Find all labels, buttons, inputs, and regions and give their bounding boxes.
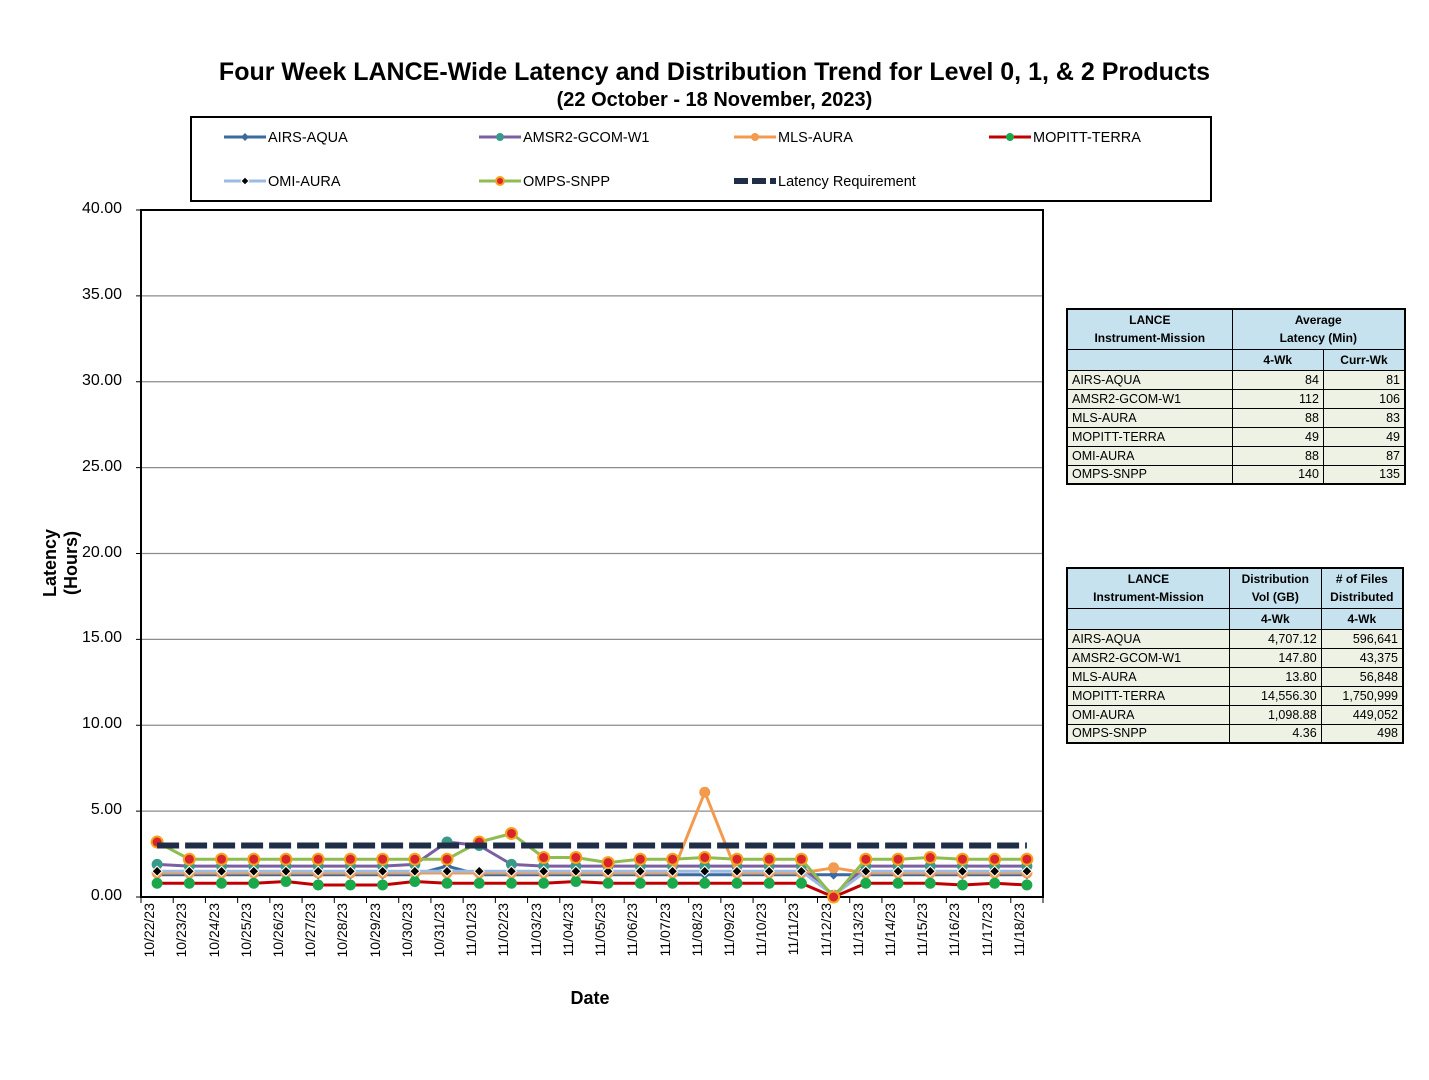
distribution-table-row <box>1067 629 1403 648</box>
dist-header-files <box>1321 568 1403 608</box>
dist-cell-instrument: OMI-AURA <box>1067 705 1229 724</box>
chart-subtitle: (22 October - 18 November, 2023) <box>556 89 873 111</box>
data-point <box>506 828 517 839</box>
x-tick-label: 11/17/23 <box>978 903 995 957</box>
x-tick-label: 11/01/23 <box>463 903 480 957</box>
lat-header-average <box>1232 309 1405 349</box>
distribution-table-body <box>1067 629 1403 743</box>
lat-cell-instrument: AMSR2-GCOM-W1 <box>1067 389 1232 408</box>
lat-cell-currwk: 49 <box>1323 427 1405 446</box>
x-tick-label: 10/31/23 <box>431 903 448 958</box>
latency-table <box>1066 308 1406 485</box>
data-point <box>1021 854 1032 865</box>
y-tick-label: 20.00 <box>81 543 122 561</box>
data-point <box>796 878 807 889</box>
x-tick-label: 10/30/23 <box>398 903 415 958</box>
data-point <box>699 878 710 889</box>
dist-cell-files: 449,052 <box>1321 705 1403 724</box>
data-point <box>506 878 517 889</box>
lat-cell-currwk: 135 <box>1323 465 1405 484</box>
distribution-table <box>1066 567 1404 744</box>
lat-header-instrument <box>1067 309 1232 349</box>
data-point <box>764 878 775 889</box>
data-point <box>248 878 259 889</box>
dist-cell-instrument: AMSR2-GCOM-W1 <box>1067 648 1229 667</box>
dist-header-files-line1: # of Files <box>1335 572 1388 587</box>
x-tick-label: 11/16/23 <box>946 903 963 957</box>
data-point <box>603 878 614 889</box>
x-tick-label: 11/09/23 <box>720 903 737 957</box>
y-tick-label: 10.00 <box>81 715 122 733</box>
y-axis-label: Latency (Hours) <box>40 528 81 598</box>
data-point <box>667 878 678 889</box>
x-tick-label: 10/27/23 <box>302 903 319 958</box>
y-tick-label: 35.00 <box>81 285 122 303</box>
data-point <box>764 854 775 865</box>
data-point <box>313 854 324 865</box>
lat-cell-4wk: 88 <box>1232 446 1323 465</box>
data-point <box>442 854 453 865</box>
lat-cell-currwk: 83 <box>1323 408 1405 427</box>
dist-header-vol-4wk: 4-Wk <box>1229 608 1321 629</box>
x-tick-label: 11/02/23 <box>495 903 512 957</box>
y-tick-label: 5.00 <box>90 801 122 819</box>
y-tick-label: 40.00 <box>81 200 122 217</box>
data-point <box>248 854 259 865</box>
x-axis-label: Date <box>570 988 610 1008</box>
lat-cell-4wk: 49 <box>1232 427 1323 446</box>
x-tick-label: 11/06/23 <box>624 903 641 957</box>
data-point <box>635 878 646 889</box>
lat-header-instrument-line1: LANCE <box>1129 313 1171 328</box>
x-tick-label: 11/05/23 <box>592 903 609 957</box>
y-tick-label: 30.00 <box>81 371 122 389</box>
dist-cell-instrument: AIRS-AQUA <box>1067 629 1229 648</box>
data-point <box>731 854 742 865</box>
legend-label: Latency Requirement <box>778 174 916 190</box>
latency-table-row <box>1067 446 1405 465</box>
latency-table-body <box>1067 370 1405 484</box>
dist-cell-volume: 147.80 <box>1229 648 1321 667</box>
lat-cell-4wk: 88 <box>1232 408 1323 427</box>
dist-cell-files: 498 <box>1321 724 1403 743</box>
y-tick-label: 15.00 <box>81 629 122 647</box>
data-point <box>957 879 968 890</box>
lat-header-average-line2: Latency (Min) <box>1279 331 1357 346</box>
x-tick-label: 10/23/23 <box>173 903 190 958</box>
dist-header-volume-line1: Distribution <box>1241 572 1309 587</box>
x-tick-label: 10/28/23 <box>334 903 351 958</box>
latency-table-row <box>1067 427 1405 446</box>
dist-cell-files: 43,375 <box>1321 648 1403 667</box>
data-point <box>828 862 839 873</box>
data-point <box>345 879 356 890</box>
x-tick-label: 11/08/23 <box>688 903 705 957</box>
data-point <box>538 878 549 889</box>
x-tick-label: 11/12/23 <box>817 903 834 957</box>
lat-cell-4wk: 84 <box>1232 370 1323 389</box>
x-tick-label: 11/03/23 <box>527 903 544 957</box>
data-point <box>989 878 1000 889</box>
lat-cell-currwk: 87 <box>1323 446 1405 465</box>
data-point <box>377 854 388 865</box>
data-point <box>860 854 871 865</box>
x-tick-label: 10/26/23 <box>269 903 286 958</box>
legend-label: MLS-AURA <box>778 130 853 146</box>
legend-label: MOPITT-TERRA <box>1033 130 1141 146</box>
data-point <box>538 852 549 863</box>
x-tick-label: 10/25/23 <box>237 903 254 958</box>
x-tick-label: 11/07/23 <box>656 903 673 957</box>
data-point <box>989 854 1000 865</box>
dist-cell-volume: 13.80 <box>1229 667 1321 686</box>
dist-header-instrument-line2: Instrument-Mission <box>1093 590 1204 605</box>
dist-header-instrument <box>1067 568 1229 608</box>
data-point <box>345 854 356 865</box>
data-point <box>409 876 420 887</box>
data-point <box>570 852 581 863</box>
data-point <box>635 854 646 865</box>
latency-table-row <box>1067 465 1405 484</box>
x-tick-label: 11/15/23 <box>914 903 931 957</box>
dist-cell-files: 1,750,999 <box>1321 686 1403 705</box>
dist-cell-instrument: MLS-AURA <box>1067 667 1229 686</box>
distribution-table-row <box>1067 667 1403 686</box>
legend-label: OMPS-SNPP <box>523 174 611 190</box>
dist-cell-volume: 14,556.30 <box>1229 686 1321 705</box>
lat-header-currwk: Curr-Wk <box>1323 349 1405 370</box>
lat-cell-currwk: 106 <box>1323 389 1405 408</box>
data-point <box>828 892 839 903</box>
dist-header-instrument-line1: LANCE <box>1127 572 1170 587</box>
data-point <box>216 878 227 889</box>
lat-header-blank <box>1067 349 1232 370</box>
data-point <box>893 854 904 865</box>
data-point <box>377 879 388 890</box>
chart-title: Four Week LANCE-Wide Latency and Distribution Trend for Level 0, 1, & 2 Products <box>218 58 1211 86</box>
x-tick-label: 11/10/23 <box>753 903 770 957</box>
latency-table-row <box>1067 408 1405 427</box>
data-point <box>409 854 420 865</box>
lat-header-average-line1: Average <box>1294 313 1342 328</box>
data-point <box>925 878 936 889</box>
legend-label: OMI-AURA <box>268 174 341 190</box>
data-point <box>474 878 485 889</box>
lat-cell-instrument: MLS-AURA <box>1067 408 1232 427</box>
dist-cell-instrument: MOPITT-TERRA <box>1067 686 1229 705</box>
latency-table-row <box>1067 370 1405 389</box>
dist-cell-volume: 1,098.88 <box>1229 705 1321 724</box>
lat-cell-4wk: 112 <box>1232 389 1323 408</box>
data-point <box>1021 879 1032 890</box>
data-point <box>570 876 581 887</box>
dist-header-volume <box>1229 568 1321 608</box>
lat-cell-instrument: OMI-AURA <box>1067 446 1232 465</box>
lat-cell-4wk: 140 <box>1232 465 1323 484</box>
dist-header-files-line2: Distributed <box>1330 590 1394 605</box>
data-point <box>796 854 807 865</box>
distribution-table-row <box>1067 705 1403 724</box>
data-point <box>280 854 291 865</box>
dist-cell-volume: 4,707.12 <box>1229 629 1321 648</box>
dist-cell-instrument: OMPS-SNPP <box>1067 724 1229 743</box>
dist-header-blank <box>1067 608 1229 629</box>
x-tick-label: 11/13/23 <box>849 903 866 957</box>
data-point <box>442 878 453 889</box>
x-tick-label: 11/18/23 <box>1010 903 1027 957</box>
lat-cell-currwk: 81 <box>1323 370 1405 389</box>
data-point <box>699 852 710 863</box>
data-point <box>860 878 871 889</box>
data-point <box>603 857 614 868</box>
lat-cell-instrument: OMPS-SNPP <box>1067 465 1232 484</box>
lat-header-instrument-line2: Instrument-Mission <box>1094 331 1206 346</box>
data-point <box>925 852 936 863</box>
x-tick-label: 10/29/23 <box>366 903 383 958</box>
dist-cell-volume: 4.36 <box>1229 724 1321 743</box>
data-point <box>731 878 742 889</box>
lat-header-4wk: 4-Wk <box>1232 349 1323 370</box>
data-point <box>893 878 904 889</box>
y-tick-label: 0.00 <box>90 887 122 904</box>
lat-cell-instrument: MOPITT-TERRA <box>1067 427 1232 446</box>
data-point <box>667 854 678 865</box>
data-point <box>957 854 968 865</box>
x-tick-label: 11/11/23 <box>785 903 802 956</box>
data-point <box>699 787 710 798</box>
data-point <box>216 854 227 865</box>
x-tick-label: 10/24/23 <box>205 903 222 958</box>
distribution-table-row <box>1067 686 1403 705</box>
data-point <box>152 878 163 889</box>
x-tick-label: 11/04/23 <box>559 903 576 957</box>
dist-header-volume-line2: Vol (GB) <box>1251 590 1299 605</box>
data-point <box>184 878 195 889</box>
x-tick-label: 10/22/23 <box>141 903 158 958</box>
dist-cell-files: 56,848 <box>1321 667 1403 686</box>
dist-cell-files: 596,641 <box>1321 629 1403 648</box>
legend-label: AMSR2-GCOM-W1 <box>523 130 650 146</box>
y-tick-label: 25.00 <box>81 457 122 475</box>
latency-table-row <box>1067 389 1405 408</box>
distribution-table-row <box>1067 648 1403 667</box>
data-point <box>184 854 195 865</box>
distribution-table-row <box>1067 724 1403 743</box>
legend-label: AIRS-AQUA <box>268 130 348 146</box>
data-point <box>313 879 324 890</box>
data-point <box>280 876 291 887</box>
dist-header-files-4wk: 4-Wk <box>1321 608 1403 629</box>
x-tick-label: 11/14/23 <box>882 903 899 957</box>
lat-cell-instrument: AIRS-AQUA <box>1067 370 1232 389</box>
